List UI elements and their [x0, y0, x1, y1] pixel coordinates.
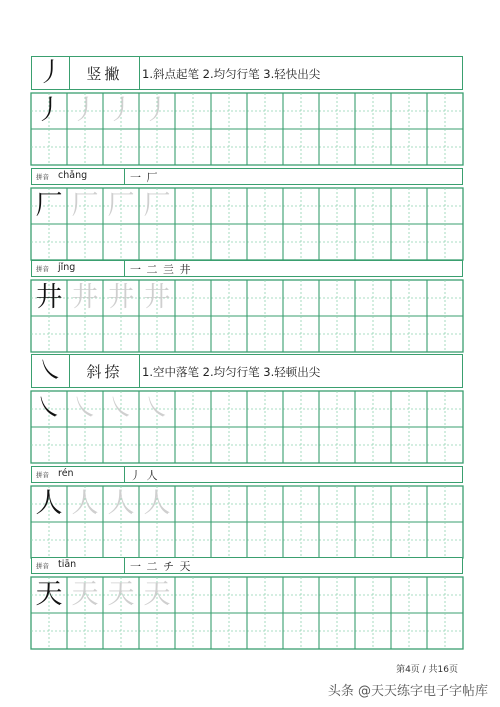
trace-character: 丿: [143, 95, 171, 126]
stroke-name-cell: [70, 57, 140, 89]
pinyin-label: 拼音: [36, 173, 49, 181]
trace-character: 天: [107, 579, 135, 610]
pinyin-bar-tian: [31, 557, 463, 574]
pinyin-text: chǎng: [58, 170, 88, 181]
pinyin-label: 拼音: [36, 265, 49, 273]
model-character: 天: [35, 579, 63, 610]
trace-character: 人: [107, 488, 135, 519]
pinyin-text: tiān: [58, 559, 77, 570]
pinyin-text: jǐng: [58, 262, 76, 273]
trace-character: 天: [143, 579, 171, 610]
trace-character: ㇏: [143, 393, 171, 424]
pinyin-label: 拼音: [36, 471, 49, 479]
model-character: 厂: [35, 190, 63, 221]
stroke-order: 丿 人: [130, 469, 159, 482]
trace-character: 天: [71, 579, 99, 610]
pinyin-label: 拼音: [36, 562, 49, 570]
trace-character: 丿: [107, 95, 135, 126]
pinyin-bar-ren: [31, 466, 463, 483]
stroke-order: 一 二 チ 天: [130, 560, 192, 573]
header-char-cell: [32, 355, 70, 387]
header-char: ㇏: [37, 356, 64, 386]
stroke-header-1: [31, 56, 463, 90]
stroke-name: 斜捺: [86, 362, 123, 381]
stroke-rules: 1.斜点起笔 2.均匀行笔 3.轻快出尖: [142, 67, 321, 81]
stroke-rules: 1.空中落笔 2.均匀行笔 3.轻顿出尖: [142, 365, 321, 379]
model-character: ㇏: [35, 393, 63, 424]
stroke-name: 竖撇: [86, 64, 123, 83]
model-character: 丿: [35, 95, 63, 126]
header-char-cell: [32, 57, 70, 89]
model-character: 井: [35, 282, 63, 313]
stroke-order: 一 二 亖 井: [130, 263, 192, 276]
trace-character: 厂: [71, 190, 99, 221]
stroke-name-cell: [70, 355, 140, 387]
trace-character: 井: [107, 282, 135, 313]
pinyin-text: rén: [58, 468, 74, 479]
page-number: 第4页 / 共16页: [396, 665, 458, 675]
pinyin-bar-jing: [31, 260, 463, 277]
trace-character: ㇏: [107, 393, 135, 424]
watermark: 头条 @天天练字电子字帖库: [327, 684, 488, 699]
trace-character: 人: [71, 488, 99, 519]
trace-character: 丿: [71, 95, 99, 126]
pinyin-bar-chang: [31, 168, 463, 185]
trace-character: 人: [143, 488, 171, 519]
trace-character: 厂: [143, 190, 171, 221]
trace-character: 井: [143, 282, 171, 313]
model-character: 人: [35, 488, 63, 519]
trace-character: 厂: [107, 190, 135, 221]
trace-character: ㇏: [71, 393, 99, 424]
trace-character: 井: [71, 282, 99, 313]
header-char: 丿: [37, 58, 64, 88]
stroke-header-2: [31, 354, 463, 388]
stroke-order: 一 厂: [130, 171, 159, 184]
